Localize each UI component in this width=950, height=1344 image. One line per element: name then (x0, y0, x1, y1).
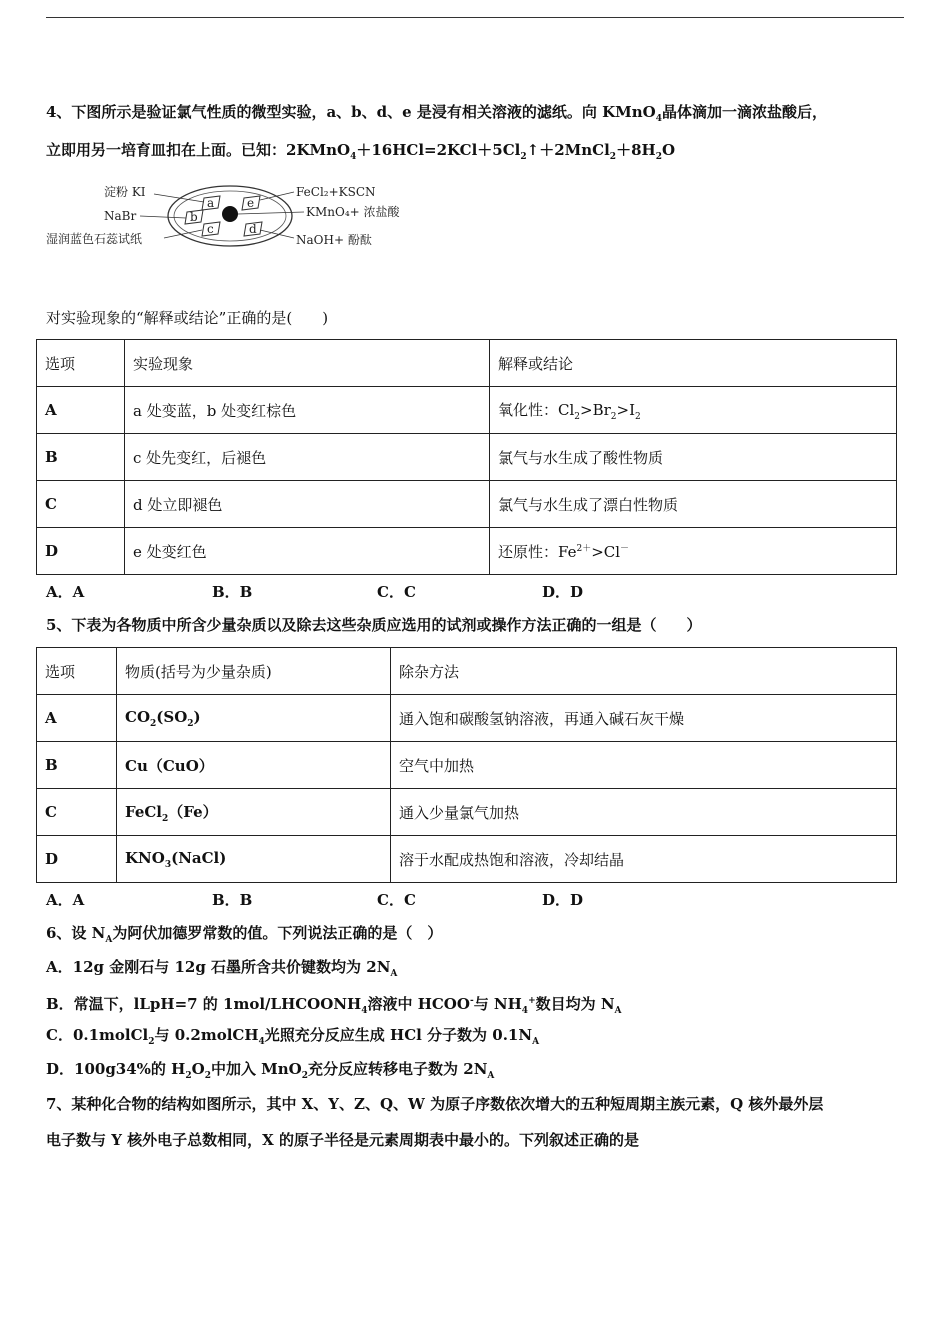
q5-row-a-option: A (37, 695, 117, 742)
q6-option-d[interactable]: D．100g34%的 $H_2O_2$中加入 MnO$_2$充分反应转移电子数为 $2N_A$ (46, 1060, 495, 1081)
label-kmno4-hcl: KMnO₄+ 浓盐酸 (306, 205, 400, 219)
q4-options (46, 581, 746, 601)
table-row (37, 836, 897, 883)
q5-row-c-option: C (37, 789, 117, 836)
q4-row-b-conclusion: 氯气与水生成了酸性物质 (490, 434, 897, 481)
table-row (37, 789, 897, 836)
q5-options (46, 889, 746, 909)
q4-row-c-conclusion: 氯气与水生成了漂白性物质 (490, 481, 897, 528)
table-row (37, 648, 897, 695)
filter-paper-d (244, 222, 262, 236)
q4-row-d-conclusion: 还原性：$Fe^{2+}>Cl^-$ (490, 528, 897, 575)
svg-text:a: a (207, 196, 215, 210)
q4-option-c[interactable]: C．C (377, 583, 416, 601)
q4-row-a-option: A (37, 387, 125, 434)
label-fecl2-kscn: FeCl₂+KSCN (296, 185, 376, 199)
label-starch-ki: 淀粉 KI (104, 185, 146, 199)
q4-option-a[interactable]: A．A (46, 583, 85, 601)
q5-stem: 5、下表为各物质中所含少量杂质以及除去这些杂质应选用的试剂或操作方法正确的一组是（ ） (46, 616, 702, 634)
q5-row-b-substance: Cu（CuO） (117, 742, 391, 789)
q5-row-b-option: B (37, 742, 117, 789)
q4-stem-line2: 立即用另一培育皿扣在上面。已知：$2KMnO_4+16HCl=2KCl+5Cl_2↑+2MnCl_2+8H_2O$ (46, 141, 676, 162)
q5-row-c-method: 通入少量氯气加热 (391, 789, 897, 836)
petri-dish-diagram (44, 178, 424, 268)
label-naoh-phenolphthalein: NaOH+ 酚酞 (296, 233, 372, 247)
q5-header-substance: 物质(括号为少量杂质) (117, 648, 391, 695)
q7-stem-line2: 电子数与 Y 核外电子总数相同，X 的原子半径是元素周期表中最小的。下列叙述正确的是 (46, 1131, 640, 1149)
q4-row-c-phenomenon: d 处立即褪色 (125, 481, 490, 528)
q4-stem-line1: 4、下图所示是验证氯气性质的微型实验，a、b、d、e 是浸有相关溶液的滤纸。向 KMnO$_4$晶体滴加一滴浓盐酸后， (46, 103, 828, 124)
q5-option-c[interactable]: C．C (377, 891, 416, 909)
filter-paper-a (202, 196, 220, 210)
q5-header-option: 选项 (37, 648, 117, 695)
q4-row-b-phenomenon: c 处先变红，后褪色 (125, 434, 490, 481)
q5-option-d[interactable]: D．D (542, 891, 584, 909)
q6-option-b[interactable]: B．常温下，lLpH=7 的 $1mol/LHCOONH_4$溶液中 HCOO-与 $NH_4^+$数目均为 $N_A$ (46, 995, 622, 1016)
q5-table (36, 647, 897, 883)
table-row (37, 434, 897, 481)
q5-row-a-substance: $CO_2(SO_2)$ (117, 695, 391, 742)
q4-table (36, 339, 897, 575)
q5-row-d-method: 溶于水配成热饱和溶液，冷却结晶 (391, 836, 897, 883)
q5-header-method: 除杂方法 (391, 648, 897, 695)
q6-option-a[interactable]: A．12g 金刚石与 12g 石墨所含共价键数均为 $2N_A$ (46, 958, 398, 979)
q4-row-d-phenomenon: e 处变红色 (125, 528, 490, 575)
table-row (37, 742, 897, 789)
q7-stem-line1: 7、某种化合物的结构如图所示，其中 X、Y、Z、Q、W 为原子序数依次增大的五种短周期主族元素，Q 核外最外层 (46, 1095, 824, 1113)
q6-option-c[interactable]: C．0.1molCl$_2$与 0.2molCH$_4$光照充分反应生成 HCl 分子数为 $0.1N_A$ (46, 1026, 540, 1047)
filter-paper-c (202, 222, 220, 236)
q5-row-d-option: D (37, 836, 117, 883)
table-row (37, 528, 897, 575)
q5-row-c-substance: FeCl$_2$（Fe） (117, 789, 391, 836)
q5-row-a-method: 通入饱和碳酸氢钠溶液，再通入碱石灰干燥 (391, 695, 897, 742)
svg-text:e: e (247, 196, 255, 210)
q4-row-d-option: D (37, 528, 125, 575)
q4-row-b-option: B (37, 434, 125, 481)
q4-header-phenomenon: 实验现象 (125, 340, 490, 387)
q4-row-c-option: C (37, 481, 125, 528)
q6-stem: 6、设 $N_A$为阿伏加德罗常数的值。下列说法正确的是（ ） (46, 924, 443, 945)
svg-text:d: d (249, 222, 257, 236)
q4-prompt: 对实验现象的“解释或结论”正确的是( ) (46, 309, 329, 327)
q5-option-a[interactable]: A．A (46, 891, 85, 909)
q5-option-b[interactable]: B．B (212, 891, 253, 909)
svg-text:c: c (207, 222, 214, 236)
q4-option-d[interactable]: D．D (542, 583, 584, 601)
kmno4-crystal (222, 206, 238, 222)
table-row (37, 695, 897, 742)
header-rule (46, 17, 904, 18)
q4-header-option: 选项 (37, 340, 125, 387)
label-litmus: 湿润蓝色石蕊试纸 (46, 232, 143, 246)
label-nabr: NaBr (104, 209, 137, 223)
svg-text:b: b (190, 210, 198, 224)
q4-row-a-conclusion: 氧化性：$Cl_2>Br_2>I_2$ (490, 387, 897, 434)
q5-row-d-substance: $KNO_3(NaCl)$ (117, 836, 391, 883)
q4-row-a-phenomenon: a 处变蓝，b 处变红棕色 (125, 387, 490, 434)
filter-paper-b (185, 210, 203, 224)
table-row (37, 481, 897, 528)
q5-row-b-method: 空气中加热 (391, 742, 897, 789)
table-row (37, 387, 897, 434)
q4-header-conclusion: 解释或结论 (490, 340, 897, 387)
table-row (37, 340, 897, 387)
q4-option-b[interactable]: B．B (212, 583, 253, 601)
filter-paper-e (242, 196, 260, 210)
